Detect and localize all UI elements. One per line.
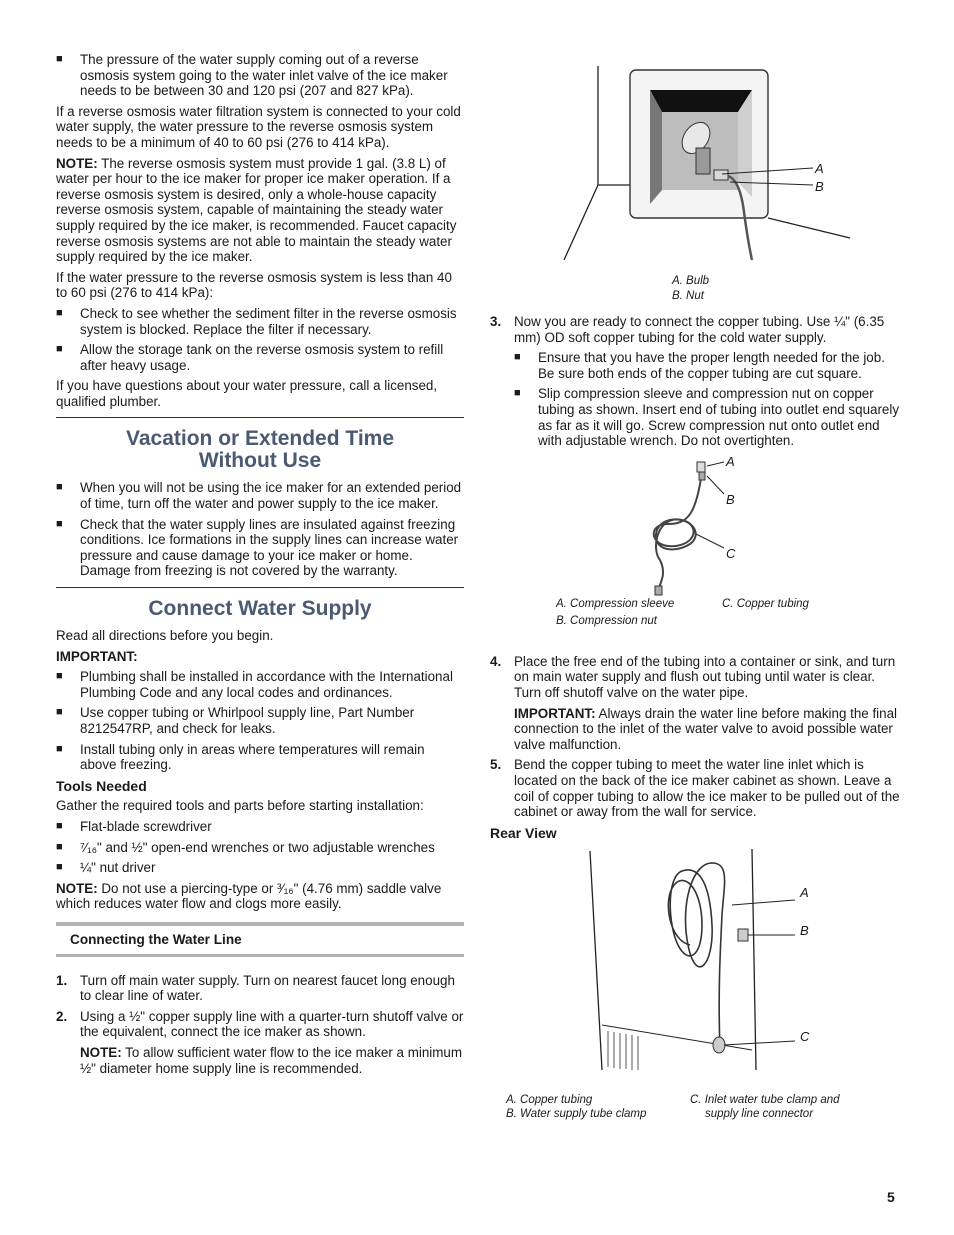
step-item [56, 1009, 464, 1076]
ro-bullet-list [56, 306, 464, 373]
step-item [490, 314, 900, 449]
title-line: Vacation or Extended Time [125, 427, 395, 451]
step-item [56, 973, 464, 1004]
caption: B. Nut [672, 290, 704, 302]
step-item [490, 757, 900, 819]
note-paragraph [56, 156, 464, 265]
caption: A. Bulb [672, 275, 710, 287]
list-item: ■ Check to see whether the sediment filter in the reverse osmosis system is blocked. Replace the filter if necessary. [56, 306, 464, 337]
step-text: Now you are ready to connect the copper tubing. Use ¼" (6.35 mm) OD soft copper tubing for the cold water supply. [514, 314, 885, 345]
step-item [490, 654, 900, 753]
note-text: To allow sufficient water flow to the ice maker a minimum ½" diameter home supply line is recommended. [80, 1044, 463, 1076]
note-text: The reverse osmosis system must provide 1 gal. (3.8 L) of water per hour to the ice maker for proper ice maker operation. If a reverse osmosis system is desired, only a whole-house capacity reverse osmosis system, capable of maintaining the steady water supply required by the ice maker, is recommended. Faucet capacity reverse osmosis systems are not able to maintain the steady water supply required by the ice maker. [56, 155, 457, 265]
list-item: ■ Allow the storage tank on the reverse osmosis system to refill after heavy usage. [56, 342, 464, 373]
label-c: C [726, 545, 736, 561]
valve-illustration [490, 52, 900, 282]
note-text: Do not use a piercing-type or ³⁄₁₆" (4.76 mm) saddle valve which reduces water flow and clogs more easily. [56, 880, 442, 912]
intro-bullet-list [56, 52, 464, 99]
list-item: ■ The pressure of the water supply coming out of a reverse osmosis system going to the water inlet valve of the ice maker needs to be between 30 and 120 psi (207 and 827 kPa). [56, 52, 464, 99]
step-number: 3. [490, 314, 502, 329]
label-b: B [800, 923, 809, 939]
tubing-illustration [490, 454, 900, 604]
step-number: 4. [490, 653, 502, 669]
step-text: Bend the copper tubing to meet the water line inlet which is located on the back of the ice maker cabinet as shown. Leave a coil of copper tubing to allow the ice maker to be pulled out of the cabinet or away from the wall for service. [514, 757, 900, 820]
label-a: A [815, 161, 824, 176]
important-label: IMPORTANT: [514, 705, 596, 721]
caption: B. Water supply tube clamp [506, 1108, 647, 1121]
note-label: NOTE: [80, 1044, 122, 1060]
label-a: A [800, 885, 809, 901]
rear-view-illustration [490, 845, 900, 1080]
note-label: NOTE: [56, 880, 98, 896]
caption: supply line connector [705, 1108, 814, 1121]
label-a: A [726, 453, 735, 469]
caption: B. Compression nut [556, 614, 657, 627]
paragraph: If the water pressure to the reverse osmosis system is less than 40 to 60 psi (276 to 414 kPa): [56, 269, 452, 301]
step-number: 5. [490, 757, 502, 773]
step-number: 1. [56, 972, 68, 988]
paragraph: If you have questions about your water pressure, call a licensed, qualified plumber. [56, 378, 438, 409]
list-item: ■ Flat-blade screwdriver [56, 819, 464, 835]
important-paragraph [514, 706, 900, 753]
label-c: C [800, 1029, 810, 1045]
caption: C. Copper tubing [722, 597, 809, 610]
caption: A. Copper tubing [506, 1094, 593, 1107]
paragraph: Gather the required tools and parts before starting installation: [56, 798, 424, 814]
right-column [490, 52, 900, 1145]
rear-view-title: Rear View [490, 824, 557, 841]
connect-section-title: Connect Water Supply [56, 587, 464, 620]
steps-list [490, 314, 900, 449]
list-item: ■ ⁷⁄₁₆" and ½" open-end wrenches or two adjustable wrenches [56, 840, 464, 856]
list-item: ■ Ensure that you have the proper length needed for the job. Be sure both ends of the copper tubing are cut square. [514, 350, 900, 381]
step-text: Place the free end of the tubing into a container or sink, and turn on main water supply and flush out tubing until water is clear. Turn off shutoff valve on the water pipe. [514, 653, 896, 700]
tubing-figure [490, 454, 900, 654]
paragraph: If a reverse osmosis water filtration system is connected to your cold water supply, the water pressure to the reverse osmosis system needs to be a minimum of 40 to 60 psi (276 to 414 kPa). [56, 103, 461, 150]
list-item: ■ Plumbing shall be installed in accordance with the International Plumbing Code and any local codes and ordinances. [56, 669, 464, 700]
important-text: Always drain the water line before making the final connection to the inlet of the water valve to avoid possible water valve malfunction. [514, 705, 898, 752]
left-column [56, 52, 464, 1081]
label-b: B [726, 491, 735, 507]
valve-figure [490, 52, 900, 314]
label-b: B [815, 179, 824, 194]
note-paragraph [56, 881, 464, 912]
page-number: 5 [887, 1189, 895, 1205]
vacation-section-title [56, 417, 464, 472]
list-item: ■ ¼" nut driver [56, 860, 464, 876]
step-number: 2. [56, 1008, 68, 1024]
rear-view-figure [490, 845, 900, 1145]
vacation-bullet-list [56, 480, 464, 579]
steps-list [490, 654, 900, 820]
caption: C. Inlet water tube clamp and [690, 1094, 840, 1107]
water-line-heading: Connecting the Water Line [56, 922, 464, 957]
note-label: NOTE: [56, 155, 98, 171]
important-bullet-list [56, 669, 464, 773]
list-item: ■ When you will not be using the ice maker for an extended period of time, turn off the water and power supply to the ice maker. [56, 480, 464, 511]
paragraph: Read all directions before you begin. [56, 628, 274, 644]
tools-bullet-list [56, 819, 464, 876]
caption: A. Compression sleeve [556, 597, 675, 610]
list-item: ■ Install tubing only in areas where temperatures will remain above freezing. [56, 742, 464, 773]
list-item: ■ Use copper tubing or Whirlpool supply line, Part Number 8212547RP, and check for leaks. [56, 705, 464, 736]
step3-bullet-list [514, 350, 900, 449]
note-paragraph [80, 1045, 464, 1076]
tools-title: Tools Needed [56, 777, 147, 794]
list-item: ■ Slip compression sleeve and compression nut on copper tubing as shown. Insert end of tubing into outlet end squarely as far as it will go. Screw compression nut onto outlet end with adjustable wrench. Do not overtighten. [514, 386, 900, 448]
title-line: Without Use [198, 449, 322, 473]
important-label: IMPORTANT: [56, 648, 138, 664]
step-text: Using a ½" copper supply line with a quarter-turn shutoff valve or the equivalent, connect the ice maker as shown. [80, 1008, 464, 1040]
step-text: Turn off main water supply. Turn on nearest faucet long enough to clear line of water. [80, 972, 455, 1004]
list-item: ■ Check that the water supply lines are insulated against freezing conditions. Ice formations in the supply lines can increase water pressure and cause damage to your ice maker or home. Damage from freezing is not covered by the warranty. [56, 517, 464, 579]
steps-list [56, 973, 464, 1077]
